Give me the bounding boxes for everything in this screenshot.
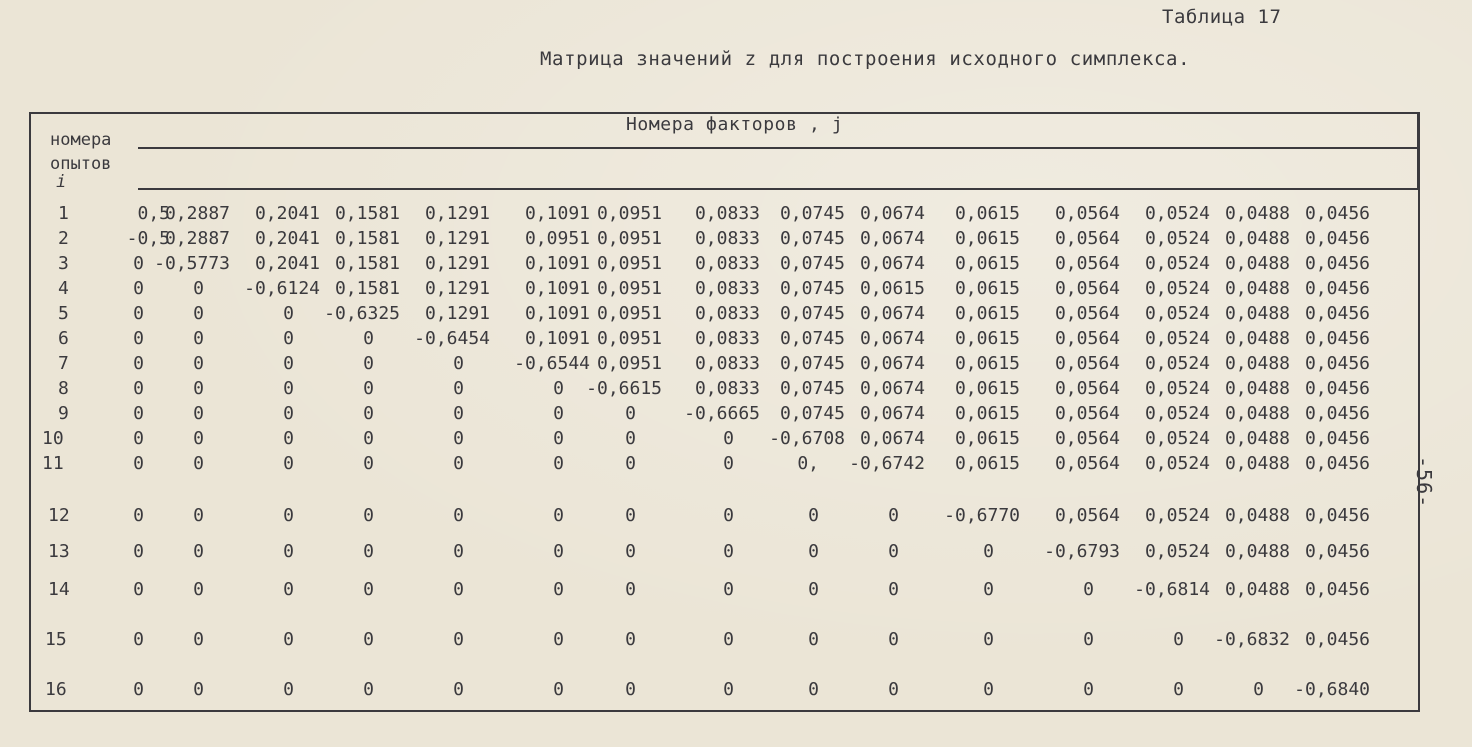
table-cell: 0 xyxy=(808,505,819,526)
table-cell: 0,0951 xyxy=(596,278,662,299)
table-cell: 0,0456 xyxy=(1304,505,1370,526)
table-cell: 0,0524 xyxy=(1144,353,1210,374)
table-cell: 0,0488 xyxy=(1224,303,1290,324)
table-cell: 0 xyxy=(193,428,204,449)
table-cell: 0,1291 xyxy=(424,303,490,324)
table-cell: 0,0456 xyxy=(1304,303,1370,324)
table-cell: 0,0564 xyxy=(1054,378,1120,399)
table-cell: 0 xyxy=(453,403,464,424)
table-cell: 0,0456 xyxy=(1304,579,1370,600)
table-cell: 0 xyxy=(453,428,464,449)
row-number: 15 xyxy=(45,629,67,650)
header-bottom-rule xyxy=(138,188,1420,190)
row-number: 2 xyxy=(58,228,69,249)
table-cell: 0 xyxy=(1083,579,1094,600)
table-cell: 0 xyxy=(625,629,636,650)
table-cell: 0,0456 xyxy=(1304,378,1370,399)
table-cell: 0 xyxy=(193,629,204,650)
table-cell: 0,0745 xyxy=(779,303,845,324)
table-cell: 0 xyxy=(193,679,204,700)
table-cell: 0,2887 xyxy=(164,203,230,224)
table-cell: 0 xyxy=(133,629,144,650)
table-cell: 0,0745 xyxy=(779,203,845,224)
table-cell: 0 xyxy=(453,353,464,374)
table-cell: 0,0564 xyxy=(1054,328,1120,349)
table-cell: 0 xyxy=(193,579,204,600)
table-cell: 0 xyxy=(283,505,294,526)
row-number: 12 xyxy=(48,505,70,526)
table-cell: 0,1291 xyxy=(424,228,490,249)
table-cell: 0 xyxy=(363,378,374,399)
table-cell: 0,0674 xyxy=(859,253,925,274)
table-cell: 0,0524 xyxy=(1144,403,1210,424)
table-caption: Матрица значений z для построения исходного симплекса. xyxy=(540,48,1191,70)
table-cell: 0 xyxy=(888,541,899,562)
table-cell: 0 xyxy=(283,403,294,424)
table-cell: 0 xyxy=(983,629,994,650)
row-number: 11 xyxy=(42,453,64,474)
table-cell: 0,0564 xyxy=(1054,303,1120,324)
table-cell: 0,0615 xyxy=(954,228,1020,249)
table-cell: 0 xyxy=(1253,679,1264,700)
row-header-line-3: i xyxy=(56,172,67,192)
table-cell: 0 xyxy=(363,453,374,474)
table-cell: 0,0615 xyxy=(954,403,1020,424)
table-cell: 0,0524 xyxy=(1144,278,1210,299)
row-number: 13 xyxy=(48,541,70,562)
row-number: 1 xyxy=(58,203,69,224)
table-cell: 0,0951 xyxy=(596,253,662,274)
row-header-line-1: номера xyxy=(50,130,112,150)
table-cell: 0,0674 xyxy=(859,328,925,349)
table-cell: -0,6325 xyxy=(324,303,400,324)
table-cell: 0 xyxy=(133,679,144,700)
table-cell: 0,0674 xyxy=(859,203,925,224)
table-cell: 0 xyxy=(453,378,464,399)
table-cell: 0,0524 xyxy=(1144,253,1210,274)
table-cell: 0,0615 xyxy=(859,278,925,299)
table-cell: -0,6454 xyxy=(414,328,490,349)
table-cell: 0,0615 xyxy=(954,353,1020,374)
table-cell: 0 xyxy=(283,353,294,374)
table-cell: 0,0615 xyxy=(954,253,1020,274)
table-cell: 0,0615 xyxy=(954,328,1020,349)
table-cell: -0,5 xyxy=(126,228,170,249)
table-cell: 0,0488 xyxy=(1224,353,1290,374)
table-cell: 0 xyxy=(283,629,294,650)
table-cell: 0,0615 xyxy=(954,303,1020,324)
table-cell: -0,6615 xyxy=(586,378,662,399)
table-cell: 0 xyxy=(888,505,899,526)
table-cell: 0 xyxy=(193,303,204,324)
table-cell: 0 xyxy=(453,629,464,650)
table-cell: 0 xyxy=(553,541,564,562)
table-cell: 0 xyxy=(363,403,374,424)
table-cell: 0 xyxy=(553,679,564,700)
table-cell: 0 xyxy=(808,629,819,650)
table-cell: 0 xyxy=(193,378,204,399)
table-cell: 0,0488 xyxy=(1224,541,1290,562)
row-number: 16 xyxy=(45,679,67,700)
table-cell: 0,0564 xyxy=(1054,403,1120,424)
table-cell: 0,0456 xyxy=(1304,278,1370,299)
table-cell: 0,0951 xyxy=(524,228,590,249)
table-cell: 0,0745 xyxy=(779,228,845,249)
table-cell: 0,0456 xyxy=(1304,453,1370,474)
table-cell: 0 xyxy=(363,328,374,349)
table-cell: 0 xyxy=(133,428,144,449)
table-cell: 0 xyxy=(283,541,294,562)
table-cell: 0, xyxy=(797,453,819,474)
table-cell: -0,6840 xyxy=(1294,679,1370,700)
table-cell: 0 xyxy=(193,328,204,349)
table-cell: 0 xyxy=(363,428,374,449)
table-cell: 0 xyxy=(553,453,564,474)
table-cell: 0,0564 xyxy=(1054,453,1120,474)
table-cell: 0,0524 xyxy=(1144,505,1210,526)
table-cell: 0 xyxy=(133,453,144,474)
table-cell: 0,1291 xyxy=(424,278,490,299)
table-cell: 0,0488 xyxy=(1224,378,1290,399)
table-cell: 0,0524 xyxy=(1144,453,1210,474)
table-cell: -0,6124 xyxy=(244,278,320,299)
table-cell: 0 xyxy=(453,453,464,474)
table-cell: 0,2041 xyxy=(254,228,320,249)
table-cell: 0 xyxy=(888,629,899,650)
table-cell: 0 xyxy=(363,505,374,526)
table-cell: 0 xyxy=(283,453,294,474)
table-cell: 0,0456 xyxy=(1304,403,1370,424)
table-cell: 0,0524 xyxy=(1144,328,1210,349)
table-cell: 0 xyxy=(625,505,636,526)
table-cell: 0 xyxy=(723,505,734,526)
table-cell: 0,0674 xyxy=(859,403,925,424)
table-cell: 0,0833 xyxy=(694,378,760,399)
table-cell: 0,1581 xyxy=(334,278,400,299)
table-cell: 0,0745 xyxy=(779,403,845,424)
table-cell: 0 xyxy=(283,303,294,324)
table-cell: -0,6708 xyxy=(769,428,845,449)
table-cell: 0,0951 xyxy=(596,303,662,324)
row-number: 5 xyxy=(58,303,69,324)
row-number: 7 xyxy=(58,353,69,374)
table-cell: 0,0564 xyxy=(1054,253,1120,274)
table-cell: 0 xyxy=(453,579,464,600)
table-cell: 0,0615 xyxy=(954,378,1020,399)
table-cell: 0,5 xyxy=(137,203,170,224)
table-cell: 0 xyxy=(625,541,636,562)
table-cell: 0 xyxy=(283,428,294,449)
table-cell: 0,0745 xyxy=(779,328,845,349)
table-cell: 0,0524 xyxy=(1144,428,1210,449)
table-cell: 0 xyxy=(363,629,374,650)
table-cell: -0,6832 xyxy=(1214,629,1290,650)
table-cell: 0,0488 xyxy=(1224,328,1290,349)
table-cell: 0,0488 xyxy=(1224,253,1290,274)
table-cell: 0,0488 xyxy=(1224,203,1290,224)
table-cell: 0,0833 xyxy=(694,278,760,299)
table-cell: 0 xyxy=(193,353,204,374)
table-cell: 0 xyxy=(1083,679,1094,700)
columns-header: Номера факторов , j xyxy=(626,114,844,135)
table-cell: -0,6770 xyxy=(944,505,1020,526)
table-cell: 0 xyxy=(133,303,144,324)
table-cell: 0,0674 xyxy=(859,378,925,399)
table-cell: 0 xyxy=(625,428,636,449)
table-cell: 0 xyxy=(553,378,564,399)
table-cell: 0 xyxy=(193,541,204,562)
header-divider xyxy=(138,147,1420,149)
table-cell: 0,1091 xyxy=(524,253,590,274)
table-cell: 0 xyxy=(363,353,374,374)
table-cell: 0,0456 xyxy=(1304,203,1370,224)
table-cell: 0 xyxy=(133,505,144,526)
table-cell: 0,2887 xyxy=(164,228,230,249)
table-cell: 0 xyxy=(553,403,564,424)
table-cell: 0,0615 xyxy=(954,278,1020,299)
table-cell: 0,0564 xyxy=(1054,228,1120,249)
table-cell: 0,0951 xyxy=(596,353,662,374)
row-header xyxy=(50,128,112,192)
table-cell: 0,0615 xyxy=(954,203,1020,224)
table-cell: -0,6544 xyxy=(514,353,590,374)
table-cell: 0,1581 xyxy=(334,203,400,224)
table-cell: 0,0833 xyxy=(694,253,760,274)
table-cell: 0,1291 xyxy=(424,253,490,274)
table-cell: 0 xyxy=(283,328,294,349)
table-cell: 0,0524 xyxy=(1144,378,1210,399)
table-cell: 0,0615 xyxy=(954,453,1020,474)
row-header-line-2: опытов xyxy=(50,154,112,174)
table-cell: 0,0456 xyxy=(1304,541,1370,562)
table-cell: 0 xyxy=(723,679,734,700)
table-cell: 0,0674 xyxy=(859,303,925,324)
table-cell: 0,0745 xyxy=(779,353,845,374)
table-cell: 0,0456 xyxy=(1304,253,1370,274)
table-cell: 0 xyxy=(553,428,564,449)
table-cell: -0,5773 xyxy=(154,253,230,274)
row-number: 14 xyxy=(48,579,70,600)
table-cell: 0 xyxy=(133,253,144,274)
table-cell: 0,0833 xyxy=(694,328,760,349)
table-cell: 0,0674 xyxy=(859,428,925,449)
table-cell: 0,0674 xyxy=(859,353,925,374)
table-cell: 0 xyxy=(723,629,734,650)
table-cell: 0,0524 xyxy=(1144,541,1210,562)
table-cell: 0,0488 xyxy=(1224,228,1290,249)
table-cell: 0,0745 xyxy=(779,278,845,299)
table-cell: 0,0745 xyxy=(779,253,845,274)
table-cell: 0,0524 xyxy=(1144,203,1210,224)
table-cell: 0,0456 xyxy=(1304,353,1370,374)
table-cell: 0 xyxy=(553,629,564,650)
table-cell: -0,6665 xyxy=(684,403,760,424)
table-cell: 0,0564 xyxy=(1054,203,1120,224)
table-cell: 0 xyxy=(983,541,994,562)
table-cell: 0 xyxy=(193,453,204,474)
table-cell: 0,0488 xyxy=(1224,505,1290,526)
table-cell: 0 xyxy=(553,579,564,600)
table-cell: 0 xyxy=(983,579,994,600)
table-cell: 0,0674 xyxy=(859,228,925,249)
table-cell: 0 xyxy=(1173,629,1184,650)
table-cell: 0 xyxy=(625,579,636,600)
table-cell: 0,0833 xyxy=(694,353,760,374)
table-cell: 0 xyxy=(133,353,144,374)
table-cell: 0 xyxy=(283,579,294,600)
table-cell: 0 xyxy=(1083,629,1094,650)
table-cell: 0 xyxy=(808,679,819,700)
table-cell: 0 xyxy=(723,453,734,474)
table-cell: 0 xyxy=(723,541,734,562)
table-cell: 0 xyxy=(133,403,144,424)
table-cell: 0,0456 xyxy=(1304,328,1370,349)
page-number: -56- xyxy=(1412,456,1436,509)
table-cell: 0,0564 xyxy=(1054,278,1120,299)
table-cell: 0 xyxy=(363,679,374,700)
table-cell: 0,0833 xyxy=(694,203,760,224)
table-cell: 0 xyxy=(283,679,294,700)
row-number: 8 xyxy=(58,378,69,399)
table-cell: 0,1581 xyxy=(334,228,400,249)
table-cell: 0,0951 xyxy=(596,203,662,224)
table-cell: 0 xyxy=(193,278,204,299)
row-number: 10 xyxy=(42,428,64,449)
table-cell: 0 xyxy=(453,505,464,526)
table-cell: 0 xyxy=(193,505,204,526)
table-cell: 0,0488 xyxy=(1224,428,1290,449)
table-cell: 0 xyxy=(808,541,819,562)
table-cell: 0,0564 xyxy=(1054,428,1120,449)
table-cell: 0 xyxy=(133,579,144,600)
table-cell: 0,1091 xyxy=(524,278,590,299)
table-cell: 0,0524 xyxy=(1144,303,1210,324)
table-cell: 0 xyxy=(453,679,464,700)
row-number: 6 xyxy=(58,328,69,349)
table-cell: 0,0524 xyxy=(1144,228,1210,249)
table-cell: 0,0456 xyxy=(1304,629,1370,650)
table-cell: 0,0488 xyxy=(1224,278,1290,299)
table-cell: 0,0488 xyxy=(1224,403,1290,424)
table-cell: 0 xyxy=(133,378,144,399)
table-cell: -0,6814 xyxy=(1134,579,1210,600)
table-cell: 0,0833 xyxy=(694,228,760,249)
table-cell: 0 xyxy=(133,328,144,349)
table-cell: 0 xyxy=(193,403,204,424)
table-cell: 0 xyxy=(553,505,564,526)
table-cell: 0 xyxy=(888,579,899,600)
table-cell: 0 xyxy=(983,679,994,700)
table-cell: 0 xyxy=(625,453,636,474)
table-cell: 0,0456 xyxy=(1304,228,1370,249)
row-number: 3 xyxy=(58,253,69,274)
table-cell: -0,6793 xyxy=(1044,541,1120,562)
table-cell: 0,0488 xyxy=(1224,453,1290,474)
table-cell: 0 xyxy=(625,679,636,700)
table-cell: 0,2041 xyxy=(254,203,320,224)
table-cell: 0 xyxy=(1173,679,1184,700)
table-cell: 0,0564 xyxy=(1054,353,1120,374)
table-cell: 0 xyxy=(808,579,819,600)
table-cell: 0,1291 xyxy=(424,203,490,224)
table-cell: 0,0951 xyxy=(596,228,662,249)
table-cell: 0,0745 xyxy=(779,378,845,399)
table-cell: 0 xyxy=(888,679,899,700)
table-cell: 0 xyxy=(363,541,374,562)
table-cell: 0 xyxy=(723,579,734,600)
table-cell: 0,2041 xyxy=(254,253,320,274)
table-label: Таблица 17 xyxy=(1162,6,1282,28)
table-cell: 0,1581 xyxy=(334,253,400,274)
table-cell: 0 xyxy=(133,541,144,562)
table-cell: 0 xyxy=(363,579,374,600)
table-cell: 0,1091 xyxy=(524,303,590,324)
table-cell: 0,0564 xyxy=(1054,505,1120,526)
table-cell: 0 xyxy=(453,541,464,562)
table-cell: 0,0615 xyxy=(954,428,1020,449)
table-cell: 0,0833 xyxy=(694,303,760,324)
table-cell: 0,0951 xyxy=(596,328,662,349)
table-cell: 0 xyxy=(625,403,636,424)
row-number: 4 xyxy=(58,278,69,299)
table-cell: 0 xyxy=(133,278,144,299)
table-cell: 0,0456 xyxy=(1304,428,1370,449)
table-cell: 0,0488 xyxy=(1224,579,1290,600)
table-cell: 0 xyxy=(283,378,294,399)
table-cell: 0,1091 xyxy=(524,203,590,224)
table-cell: 0 xyxy=(723,428,734,449)
right-header-rule xyxy=(1417,114,1419,190)
row-number: 9 xyxy=(58,403,69,424)
table-cell: -0,6742 xyxy=(849,453,925,474)
table-cell: 0,1091 xyxy=(524,328,590,349)
